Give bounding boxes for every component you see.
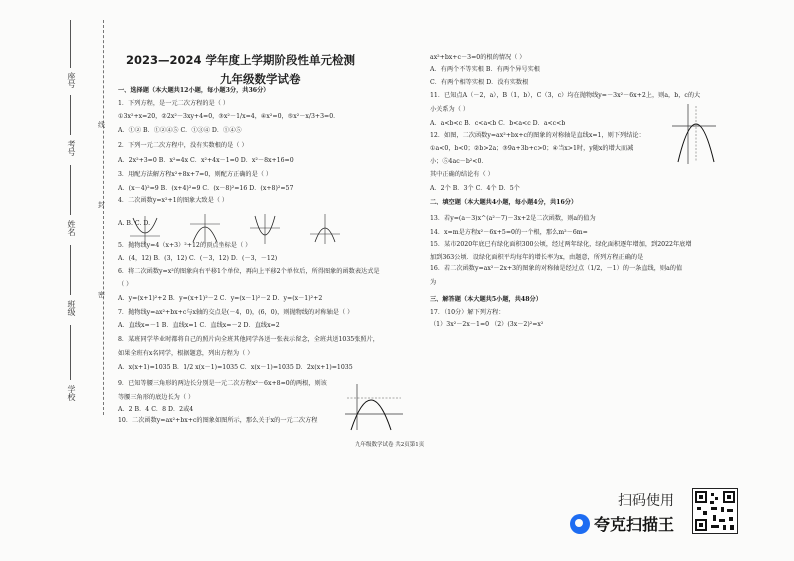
question-line: 等腰三角形的底边长为（ ） (118, 394, 195, 401)
binding-underline (70, 165, 71, 215)
section-heading: 一、选择题（本大题共12小题，每小题3分，共36分） (118, 87, 270, 94)
binding-label-name: 姓名 (67, 220, 76, 236)
exam-title: 2023—2024 学年度上学期阶段性单元检测 (126, 53, 356, 67)
question-line: 14．x=m是方程x²－6x+5=0的一个根，那么m²－6m= (430, 229, 588, 236)
question-line: 11．已知点A（－2，a），B（1，b），C（3，c）均在抛物线y=－3x²－6x+2上，则a，b，c的大 (430, 92, 701, 99)
question-line: 3．用配方法解方程x²+8x+7=0，则配方正确的是（ ） (118, 171, 273, 178)
question-line: 小；⑤4ac－b²<0． (430, 158, 488, 165)
question-line: A．①② B．①②④⑤ C．①③④ D．①④⑤ (118, 127, 242, 134)
page-footer: 九年级数学试卷 共2页第1页 (355, 442, 425, 448)
question-line: 4．二次函数y=x²+1的图象大致是（ ） (118, 197, 229, 204)
question-line: 7．抛物线y=ax²+bx+c与x轴的交点是(－4，0)，(6，0)，则抛物线的对称轴是（ ） (118, 309, 354, 316)
quark-brand-name: 夸克扫描王 (594, 515, 675, 534)
quark-logo-icon (570, 514, 590, 534)
question-line: 加到363公顷．设绿化面积平均每年的增长率为x，由题意，所列方程正确的是 (430, 254, 644, 261)
binding-underline (70, 95, 71, 135)
section-heading: 二、填空题（本大题共4小题，每小题4分，共16分） (430, 199, 578, 206)
question-line: A．(4，12) B．(3，12) C．(－3，12) D．(－3，－12) (118, 255, 278, 262)
binding-underline (70, 245, 71, 295)
right-question-column (430, 0, 730, 450)
binding-label-class: 班级 (67, 300, 76, 316)
question-line: （1）3x²－2x－1=0 （2）(3x－2)²=x² (430, 321, 544, 328)
question-line: 13．若y=(a－3)x^(a²－7)－3x+2是二次函数，则a的值为 (430, 215, 596, 222)
section-heading: 三、解答题（本大题共5小题，共48分） (430, 296, 542, 303)
q4-graph-b (190, 214, 220, 244)
binding-seal-word: 封 (98, 201, 105, 209)
question-line: 12．如图，二次函数y=ax²+bx+c的图象的对称轴是直线x=1，则下列结论： (430, 132, 645, 139)
binding-cut-word: 线 (98, 121, 105, 129)
question-line: A．(x－4)²=9 B．(x+4)²=9 C．(x－8)²=16 D．(x+8)²=57 (118, 185, 294, 192)
question-line: A．x(x+1)=1035 B．1/2 x(x－1)=1035 C．x(x－1)=1035 D．2x(x+1)=1035 (118, 364, 353, 371)
q4-graph-c (250, 214, 280, 244)
question-line: A．有两个不等实根 B．有两个异号实根 (430, 66, 540, 73)
binding-label-exam-no: 考号 (67, 140, 76, 156)
question-line: 2．下列一元二次方程中，没有实数根的是（ ） (118, 142, 248, 149)
question-line: C．有两个相等实根 D．没有实数根 (430, 79, 529, 86)
q4-graph-a (130, 216, 160, 244)
exam-subtitle: 九年级数学试卷 (220, 72, 301, 86)
binding-secret-word: 密 (98, 291, 105, 299)
binding-label-school: 学校 (67, 385, 76, 401)
question-line: 16．若二次函数y=ax²－2x+3的图象的对称轴是经过点（1/2，－1）的一条直线，则a的值 (430, 265, 683, 272)
question-line: A．a<b<c B．c<a<b C．b<a<c D．a<c<b (430, 120, 566, 127)
question-line: 8．某班同学毕业时都将自己的照片向全班其他同学各送一张表示留念，全班共送1035张照片， (118, 336, 379, 343)
question-line: 6．将二次函数y=x²的图象向右平移1个单位，再向上平移2个单位后，所得图象的函数表达式是 (118, 268, 380, 275)
binding-underline (70, 20, 71, 68)
question-line: ax²+bx+c－3=0的根的情况（ ） (430, 54, 526, 61)
question-line: 其中正确的结论有（ ） (430, 171, 494, 178)
question-line: 为 (430, 279, 437, 286)
binding-underline (70, 325, 71, 380)
scan-prompt: 扫码使用 (618, 493, 674, 509)
quark-brand (570, 512, 674, 535)
question-line: A．直线x=－1 B．直线x=1 C．直线x=－2 D．直线x=2 (118, 322, 280, 329)
question-line: A．2x²+3=0 B．x²=4x C．x²+4x－1=0 D．x²－8x+16=0 (118, 157, 294, 164)
q12-parabola-figure (672, 104, 718, 166)
question-line: A. B. C. D. (118, 220, 151, 227)
question-line: 小关系为（ ） (430, 106, 470, 113)
question-line: ①3x²+x=20，②2x²－3xy+4=0，③x²－1/x=4，④x²=0，⑤x²－x/3+3=0． (118, 113, 340, 120)
binding-label-seat: 座号 (67, 72, 76, 88)
question-line: 10．二次函数y=ax²+bx+c的图象如图所示，那么关于x的一元二次方程 (118, 417, 318, 424)
q10-parabola-figure (345, 384, 405, 432)
question-line: 9．已知等腰三角形的两边长分别是一元二次方程x²－6x+8=0的两根，则该 (118, 380, 327, 387)
question-line: A．y=(x+1)²+2 B．y=(x+1)²－2 C．y=(x－1)²－2 D．y=(x－1)²+2 (118, 295, 323, 302)
question-line: A．2 B．4 C．8 D．2或4 (118, 406, 194, 413)
question-line: ①a<0，b<0；②b>2a；③9a+3b+c>0；④当x>1时，y随x的增大而减 (430, 145, 634, 152)
question-line: 如果全班有x名同学，根据题意，列出方程为（ ） (118, 350, 254, 357)
question-line: 17．（10分）解下列方程： (430, 309, 505, 316)
q4-option-graphs (130, 214, 400, 244)
qr-code-icon[interactable] (692, 488, 738, 534)
question-line: 5．抛物线y=4（x+3）²+12的顶点坐标是（ ） (118, 242, 252, 249)
question-line: （ ） (118, 281, 133, 288)
question-line: A．2个 B．3个 C．4个 D．5个 (430, 185, 520, 192)
question-line: 1．下列方程，是一元二次方程的是（ ） (118, 100, 230, 107)
question-line: 15．某市2020年底已有绿化面积300公顷，经过两年绿化，绿化面积逐年增加，到2022年底增 (430, 241, 692, 248)
q4-graph-d (310, 214, 340, 244)
binding-dashed-line (103, 20, 104, 415)
